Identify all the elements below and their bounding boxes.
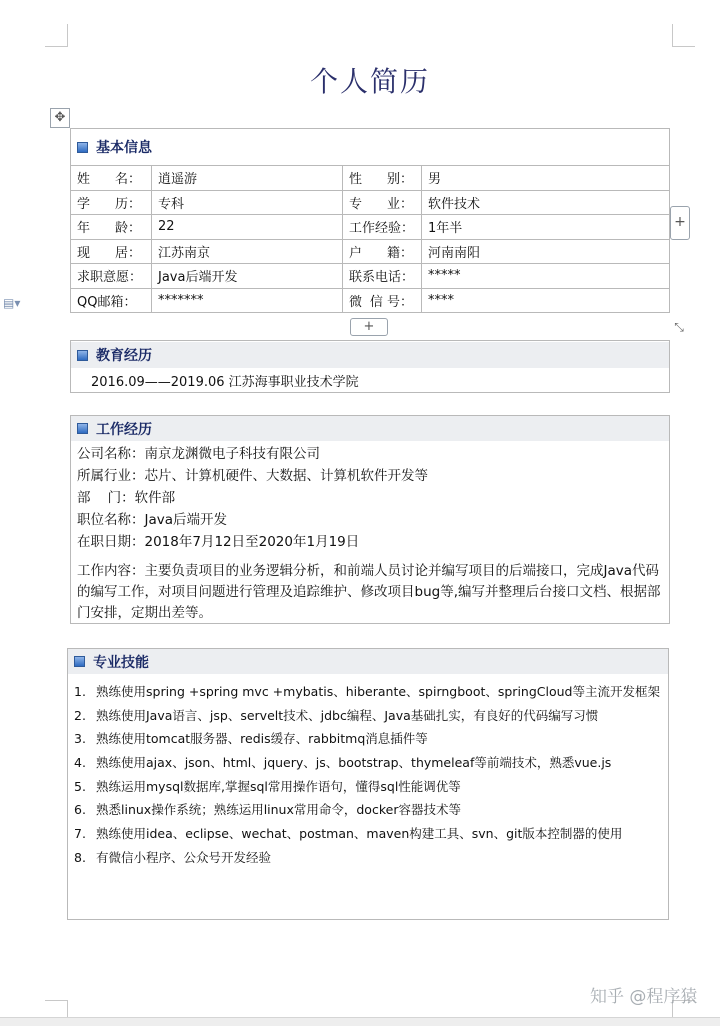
basic-info-row (71, 215, 669, 240)
field-label (71, 288, 152, 312)
field-label-part: QQ邮箱： (77, 294, 137, 310)
work-title: 工作经历 (96, 421, 152, 438)
work-industry: 所属行业：芯片、计算机硬件、大数据、计算机软件开发等 (77, 468, 428, 484)
crop-mark-top-left (45, 24, 68, 47)
skill-item (74, 680, 662, 704)
field-value: 逍遥游 (152, 166, 343, 191)
field-label-part: 别： (386, 172, 413, 188)
basic-info-row (71, 264, 669, 289)
basic-info-header (71, 129, 669, 165)
section-bullet-icon (77, 423, 88, 434)
field-label (343, 264, 422, 289)
skill-item (74, 704, 662, 728)
field-value: **** (422, 288, 670, 312)
field-value: 河南南阳 (422, 239, 670, 264)
field-value: 男 (422, 166, 670, 191)
field-label-part: 籍： (386, 245, 413, 261)
field-value: 专科 (152, 190, 343, 215)
work-body (71, 441, 669, 634)
skill-text: 熟练运用mysql数据库,掌握sql常用操作语句，懂得sql性能调优等 (96, 778, 461, 794)
work-header (71, 416, 669, 441)
add-column-button[interactable]: + (670, 206, 690, 240)
skills-header (68, 649, 668, 674)
skill-number: 5. (74, 778, 86, 794)
skills-title: 专业技能 (93, 654, 149, 671)
field-value: Java后端开发 (152, 264, 343, 289)
field-label-part: 性 (349, 172, 363, 188)
skills-section (67, 648, 669, 920)
field-label (343, 190, 422, 215)
basic-info-table (71, 165, 669, 312)
basic-info-row (71, 190, 669, 215)
field-label (71, 166, 152, 191)
crop-mark-top-right (672, 24, 695, 47)
field-value: ***** (422, 264, 670, 289)
field-value: 1年半 (422, 215, 670, 240)
work-department: 部 门：软件部 (77, 490, 176, 506)
skills-list (68, 674, 668, 870)
skill-number: 7. (74, 826, 86, 842)
field-label-part: 学 (77, 196, 91, 212)
skill-item (74, 846, 662, 870)
field-label-part: 历： (114, 196, 141, 212)
field-value: 22 (152, 215, 343, 240)
skill-item (74, 727, 662, 751)
watermark: 知乎 @程序猿 (590, 987, 698, 1007)
work-company: 公司名称：南京龙渊微电子科技有限公司 (77, 446, 320, 462)
table-resize-icon[interactable]: ⤡ (674, 320, 684, 334)
skill-text: 熟练使用ajax、json、html、jquery、js、bootstrap、thymeleaf等前端技术，熟悉vue.js (96, 755, 612, 771)
skill-number: 1. (74, 684, 86, 699)
document-title: 个人简历 (309, 65, 430, 98)
field-label-part: 工作经验： (349, 221, 415, 237)
work-position: 职位名称：Java后端开发 (77, 512, 228, 528)
field-label (71, 215, 152, 240)
table-move-icon[interactable]: ✥ (50, 108, 70, 128)
field-label-part: 求职意愿： (77, 270, 143, 286)
field-label-part: 专 (349, 196, 363, 212)
work-section (70, 415, 670, 624)
skill-text: 熟练使用idea、eclipse、wechat、postman、maven构建工具、svn、git版本控制器的使用 (96, 826, 623, 842)
field-value: ******* (152, 288, 343, 312)
skill-number: 2. (74, 707, 86, 723)
work-dates: 在职日期：2018年7月12日至2020年1月19日 (77, 534, 360, 550)
education-section (70, 340, 670, 393)
basic-info-row (71, 166, 669, 191)
work-description: 工作内容：主要负责项目的业务逻辑分析，和前端人员讨论并编写项目的后端接口，完成Java代码的编写工作，对项目问题进行管理及追踪维护、修改项目bug等,编写并整理后台接口文档、根据部门安排，定期出差等。 (77, 563, 661, 621)
skill-item (74, 798, 662, 822)
field-label (343, 288, 422, 312)
field-label (343, 239, 422, 264)
field-label (71, 264, 152, 289)
field-label (71, 190, 152, 215)
education-entry: 2016.09——2019.06 江苏海事职业技术学院 (91, 375, 359, 390)
skill-item (74, 751, 662, 775)
section-bullet-icon (74, 656, 85, 667)
skill-text: 熟练使用tomcat服务器、redis缓存、rabbitmq消息插件等 (96, 731, 428, 747)
skill-number: 8. (74, 849, 86, 865)
field-value: 软件技术 (422, 190, 670, 215)
field-label-part: 姓 (77, 172, 91, 188)
education-title: 教育经历 (96, 348, 152, 364)
basic-info-title: 基本信息 (96, 140, 152, 156)
section-bullet-icon (77, 350, 88, 361)
skill-item (74, 775, 662, 799)
field-value: 江苏南京 (152, 239, 343, 264)
basic-info-section (70, 128, 670, 313)
field-label-part: 龄： (114, 221, 141, 237)
field-label-part: 微 (349, 294, 363, 310)
field-label-part: 联系电话： (349, 270, 415, 286)
field-label-part: 居： (114, 245, 141, 261)
field-label-part: 户 (349, 245, 363, 261)
skill-text: 熟练使用Java语言、jsp、servelt技术、jdbc编程、Java基础扎实，有良好的代码编写习惯 (96, 707, 599, 723)
skill-number: 4. (74, 755, 86, 771)
skill-item (74, 822, 662, 846)
basic-info-row (71, 239, 669, 264)
education-header (71, 342, 669, 368)
paste-options-icon[interactable]: ▤▾ (3, 296, 21, 310)
skill-text: 熟练使用spring +spring mvc +mybatis、hiberante、spirngboot、springCloud等主流开发框架 (96, 684, 660, 699)
skill-text: 熟悉linux操作系统；熟练运用linux常用命令，docker容器技术等 (96, 802, 461, 818)
section-bullet-icon (77, 142, 88, 153)
field-label-part: 现 (77, 245, 91, 261)
field-label-part: 年 (77, 221, 91, 237)
field-label (71, 239, 152, 264)
basic-info-row (71, 288, 669, 312)
field-label (343, 166, 422, 191)
skill-number: 6. (74, 802, 86, 818)
skill-text: 有微信小程序、公众号开发经验 (96, 849, 272, 865)
add-row-button[interactable]: + (350, 318, 388, 336)
field-label (343, 215, 422, 240)
field-label-part: 名： (114, 172, 141, 188)
field-label-part: 信 号： (369, 294, 413, 310)
skill-number: 3. (74, 731, 86, 747)
field-label-part: 业： (386, 196, 413, 212)
